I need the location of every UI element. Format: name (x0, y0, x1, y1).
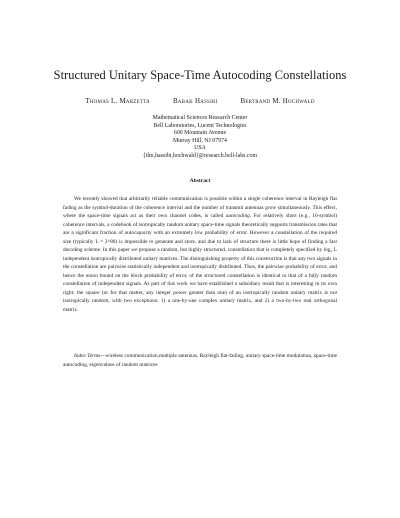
author-name: Bertrand M. Hochwald (240, 98, 315, 105)
abstract-text: . For relatively short (e.g., 16-symbol) coherence intervals, a codebook of isotropically random unitary space-time signals theoretically supports transmission rates that are a significant fraction of autocapacity with an extremely low probability of error. However a constellation of the required size (typically L = 2^80) is impossible to generate and store, and due to lack of structure there is little hope of finding a fast decoding scheme. In this paper we propose a random, but highly structured, constellation that is completely specified by log₂ L independent isotropically distributed unitary matrices. The distinguishing property of this construction is that any two signals in the constellation are pairwise statistically independent and isotropically distributed. Thus, the pairwise probability of error, and hence the union bound on the block probability of error, of the structured constellation is identical to that of a fully random constellation of independent signals. As part of this work we have established a subsidiary result that is interesting in its own right: the square (or for that matter, any integer power greater than one) of an isotropically random unitary matrix is (63, 213, 337, 296)
abstract-emphasis: not (330, 289, 337, 296)
author-name: Thomas L. Marzetta (85, 98, 150, 105)
index-terms (63, 352, 337, 369)
affiliation-line: Bell Laboratories, Lucent Technologies (153, 122, 247, 129)
author-list (0, 98, 400, 105)
abstract-emphasis: autocoding (225, 213, 250, 219)
abstract-text: isotropically random, with two exceptions: 1) a one-by-one complex unitary matrix, and 2) a two-by-two real orthogonal matrix. (63, 298, 337, 313)
affiliation-line: 600 Mountain Avenue (173, 130, 227, 137)
affiliation-line: USA (194, 145, 206, 152)
index-terms-label: Index Terms (74, 353, 101, 359)
index-terms-text: —wireless communication,multiple antennas, Rayleigh flat-fading, unitary space-time modulation, space-time autocoding, eigenvalues of random matrices (63, 353, 337, 368)
author-name: Babak Hassibi (172, 98, 218, 105)
affiliation-line: Murray Hill, NJ 07974 (173, 137, 227, 144)
affiliation-block (0, 115, 400, 161)
paper-title: Structured Unitary Space-Time Autocoding Constellations (53, 68, 347, 82)
abstract-paragraph (63, 195, 337, 314)
affiliation-line: Mathematical Sciences Research Center (152, 115, 248, 121)
abstract-heading: Abstract (189, 178, 211, 184)
abstract-text: We recently showed that arbitrarily reliable communication is possible within a single coherence interval in Rayleigh flat fading as the symbol-duration of the coherence interval and the number of transmit antennas grow simultaneously. This effect, where the space-time signals act as their own channel codes, is called (63, 196, 337, 219)
affiliation-email: {tlm,hassibi,hochwald}@research.bell-labs.com (142, 152, 258, 159)
